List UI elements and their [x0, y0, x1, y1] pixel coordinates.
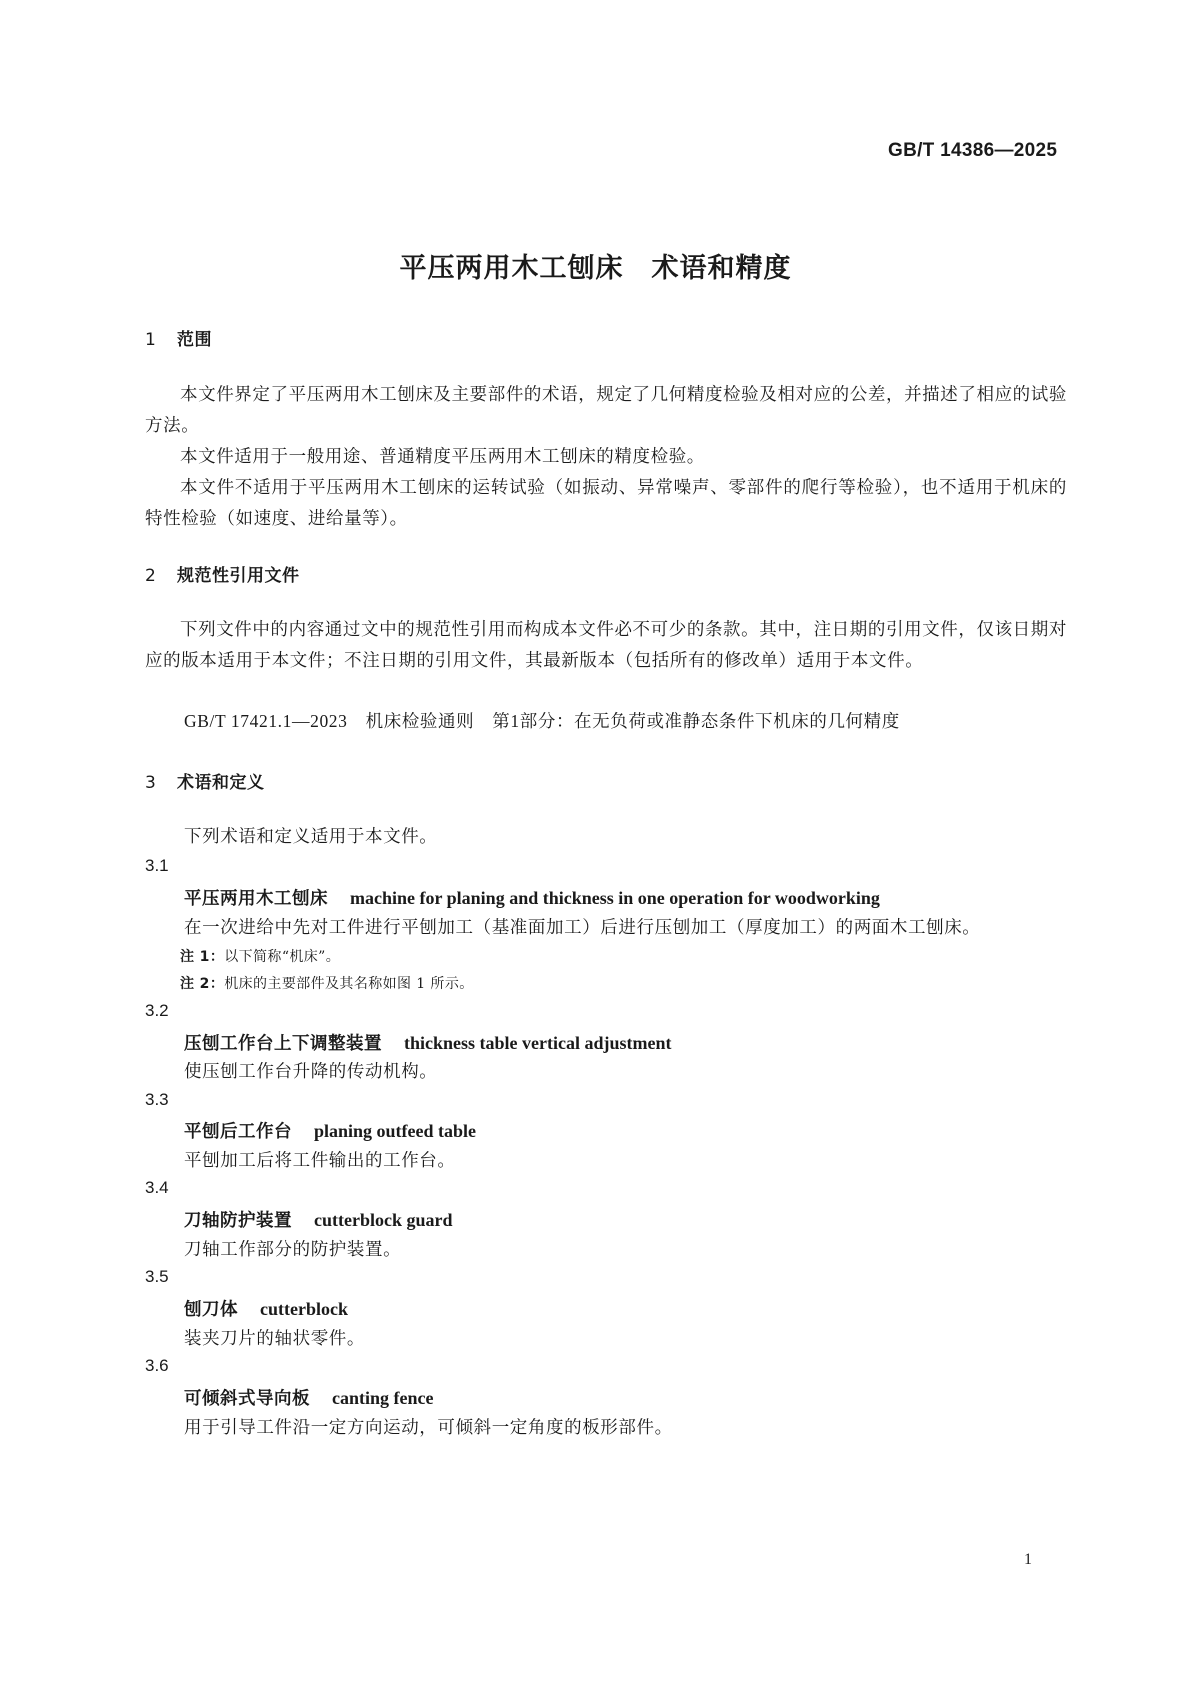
term-definition: 用于引导工件沿一定方向运动，可倾斜一定角度的板形部件。 — [184, 1418, 673, 1438]
normative-reference: GB/T 17421.1—2023 机床检验通则 第1部分：在无负荷或准静态条件下机床的几何精度 — [184, 711, 900, 731]
section-number: 3 — [145, 773, 157, 793]
term-zh: 刀轴防护装置 — [184, 1211, 292, 1231]
term-zh: 刨刀体 — [184, 1300, 238, 1320]
term-heading — [184, 885, 880, 910]
term-number: 3.1 — [145, 856, 169, 875]
term-heading — [184, 1030, 671, 1055]
document-title: 平压两用木工刨床 术语和精度 — [399, 253, 792, 284]
term-heading — [184, 1296, 348, 1321]
term-definition: 平刨加工后将工件输出的工作台。 — [184, 1151, 456, 1171]
section-title: 规范性引用文件 — [177, 566, 300, 586]
section-1-paragraph-1: 本文件界定了平压两用木工刨床及主要部件的术语，规定了几何精度检验及相对应的公差，并描述了相应的试验方法。 — [145, 385, 1067, 436]
term-zh: 平压两用木工刨床 — [184, 889, 328, 909]
note — [180, 946, 340, 966]
section-2-paragraph-1: 下列文件中的内容通过文中的规范性引用而构成本文件必不可少的条款。其中，注日期的引用文件，仅该日期对应的版本适用于本文件；不注日期的引用文件，其最新版本（包括所有的修改单）适用于本文件。 — [145, 620, 1067, 671]
section-number: 2 — [145, 566, 157, 586]
term-number: 3.4 — [145, 1178, 169, 1197]
term-en: canting fence — [332, 1388, 434, 1408]
section-title: 范围 — [177, 330, 212, 350]
section-title: 术语和定义 — [177, 773, 265, 793]
term-en: machine for planing and thickness in one operation for woodworking — [350, 888, 880, 908]
term-number: 3.2 — [145, 1001, 169, 1020]
standard-number: GB/T 14386—2025 — [888, 140, 1058, 161]
section-1-heading — [145, 325, 212, 350]
section-3-heading — [145, 768, 265, 793]
term-number: 3.6 — [145, 1356, 169, 1375]
term-zh: 平刨后工作台 — [184, 1122, 292, 1142]
term-en: cutterblock — [260, 1299, 348, 1319]
note-label: 注 1： — [180, 949, 225, 965]
term-number: 3.5 — [145, 1267, 169, 1286]
term-en: cutterblock guard — [314, 1210, 453, 1230]
term-number: 3.3 — [145, 1090, 169, 1109]
term-heading — [184, 1118, 476, 1143]
term-zh: 压刨工作台上下调整装置 — [184, 1034, 382, 1054]
note-text: 机床的主要部件及其名称如图 1 所示。 — [224, 976, 474, 992]
term-heading — [184, 1207, 453, 1232]
term-en: planing outfeed table — [314, 1121, 477, 1141]
section-1-paragraph-2: 本文件适用于一般用途、普通精度平压两用木工刨床的精度检验。 — [180, 447, 705, 467]
term-zh: 可倾斜式导向板 — [184, 1389, 310, 1409]
term-definition: 在一次进给中先对工件进行平刨加工（基准面加工）后进行压刨加工（厚度加工）的两面木工刨床。 — [184, 918, 981, 938]
term-definition: 装夹刀片的轴状零件。 — [184, 1329, 365, 1349]
section-1-paragraph-3: 本文件不适用于平压两用木工刨床的运转试验（如振动、异常噪声、零部件的爬行等检验），也不适用于机床的特性检验（如速度、进给量等）。 — [145, 478, 1067, 529]
note-text: 以下简称“机床”。 — [224, 949, 341, 965]
section-2-heading — [145, 561, 300, 586]
term-definition: 使压刨工作台升降的传动机构。 — [184, 1062, 438, 1082]
note-label: 注 2： — [180, 976, 225, 992]
section-number: 1 — [145, 330, 157, 350]
term-definition: 刀轴工作部分的防护装置。 — [184, 1240, 402, 1260]
note — [180, 973, 474, 993]
term-en: thickness table vertical adjustment — [404, 1033, 672, 1053]
term-heading — [184, 1385, 433, 1410]
page-number: 1 — [1024, 1551, 1032, 1568]
section-3-intro: 下列术语和定义适用于本文件。 — [184, 827, 438, 847]
